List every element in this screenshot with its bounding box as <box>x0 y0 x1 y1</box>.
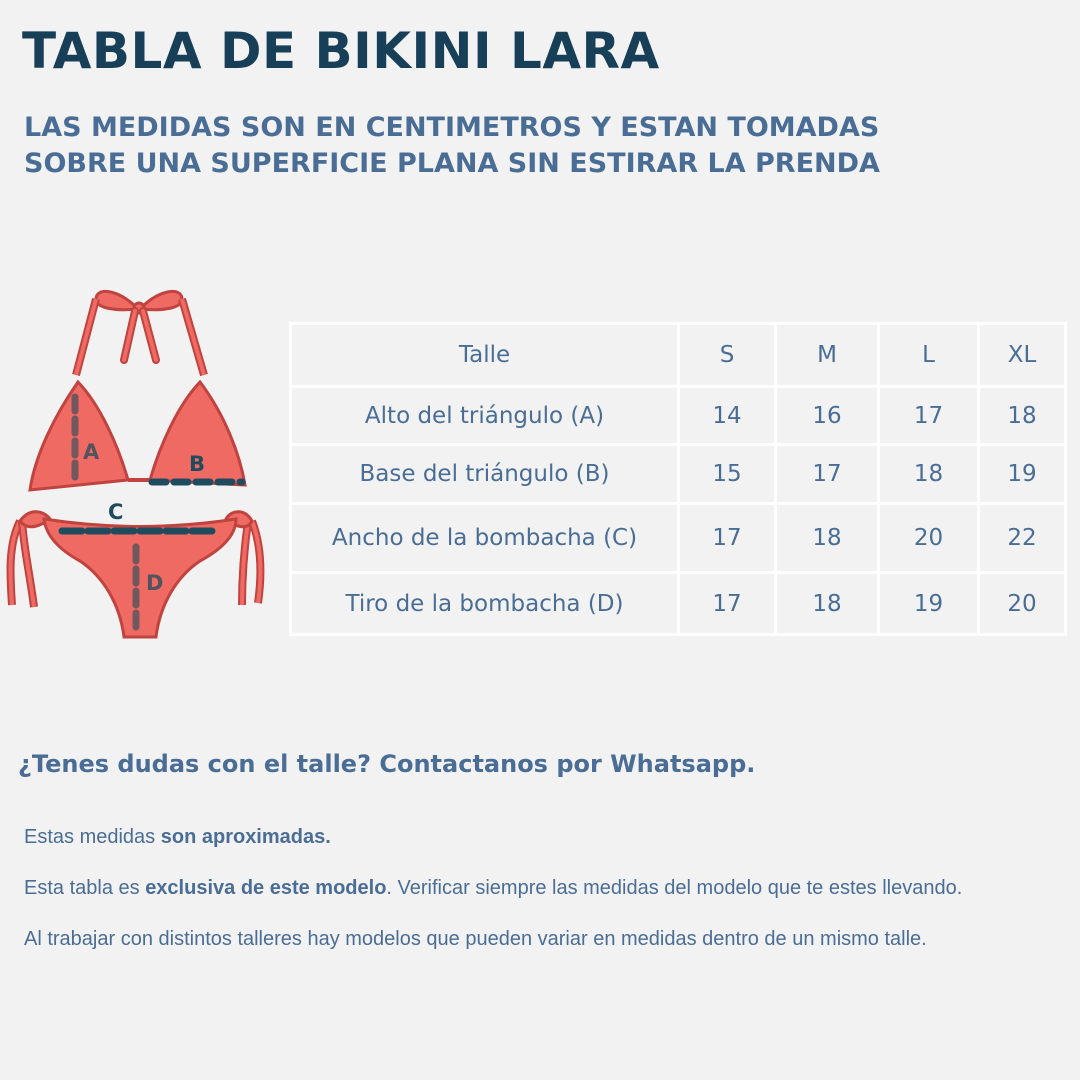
table-cell: 17 <box>680 574 774 633</box>
subtitle-line-2: SOBRE UNA SUPERFICIE PLANA SIN ESTIRAR LA PRENDA <box>24 148 880 179</box>
table-cell: 18 <box>777 505 877 571</box>
table-cell: 19 <box>880 574 977 633</box>
table-cell: 17 <box>777 446 877 502</box>
table-row <box>292 446 1064 502</box>
table-header-row <box>292 325 1064 385</box>
table-cell: 20 <box>980 574 1064 633</box>
table-row <box>292 388 1064 443</box>
marker-label-d: D <box>146 571 164 595</box>
note-emphasis: son aproximadas. <box>160 826 331 848</box>
marker-label-c: C <box>108 500 124 524</box>
table-cell: 15 <box>680 446 774 502</box>
table-cell: 20 <box>880 505 977 571</box>
contact-heading: ¿Tenes dudas con el talle? Contactanos por Whatsapp. <box>18 750 756 778</box>
table-cell: 17 <box>880 388 977 443</box>
table-row <box>292 574 1064 633</box>
bikini-top <box>30 291 245 490</box>
table-cell: 18 <box>880 446 977 502</box>
header-cell: Talle <box>292 325 677 385</box>
note-text: Al trabajar con distintos talleres hay modelos que pueden variar en medidas dentro de un mismo talle. <box>24 928 927 950</box>
marker-label-a: A <box>83 440 100 464</box>
row-label: Alto del triángulo (A) <box>292 388 677 443</box>
table-cell: 17 <box>680 505 774 571</box>
table-cell: 19 <box>980 446 1064 502</box>
note-emphasis: exclusiva de este modelo <box>145 877 387 899</box>
row-label: Ancho de la bombacha (C) <box>292 505 677 571</box>
table-cell: 18 <box>777 574 877 633</box>
size-table <box>289 322 1067 636</box>
header-cell: L <box>880 325 977 385</box>
note-workshops <box>24 926 1045 952</box>
note-text: . Verificar siempre las medidas del modelo que te estes llevando. <box>386 877 963 899</box>
table-row <box>292 505 1064 571</box>
table-cell: 14 <box>680 388 774 443</box>
header-cell: M <box>777 325 877 385</box>
bikini-illustration <box>0 285 280 655</box>
table-cell: 22 <box>980 505 1064 571</box>
page-subtitle <box>24 110 984 182</box>
note-text: Estas medidas <box>24 826 161 848</box>
subtitle-line-1: LAS MEDIDAS SON EN CENTIMETROS Y ESTAN TOMADAS <box>24 112 880 143</box>
header-cell: XL <box>980 325 1064 385</box>
page-title: TABLA DE BIKINI LARA <box>22 22 660 80</box>
marker-label-b: B <box>189 452 206 476</box>
notes-section <box>24 824 1045 977</box>
table-cell: 18 <box>980 388 1064 443</box>
note-exclusive <box>24 875 1045 901</box>
row-label: Base del triángulo (B) <box>292 446 677 502</box>
note-text: Esta tabla es <box>24 877 146 899</box>
note-approximate <box>24 824 1045 850</box>
table-cell: 16 <box>777 388 877 443</box>
row-label: Tiro de la bombacha (D) <box>292 574 677 633</box>
header-cell: S <box>680 325 774 385</box>
